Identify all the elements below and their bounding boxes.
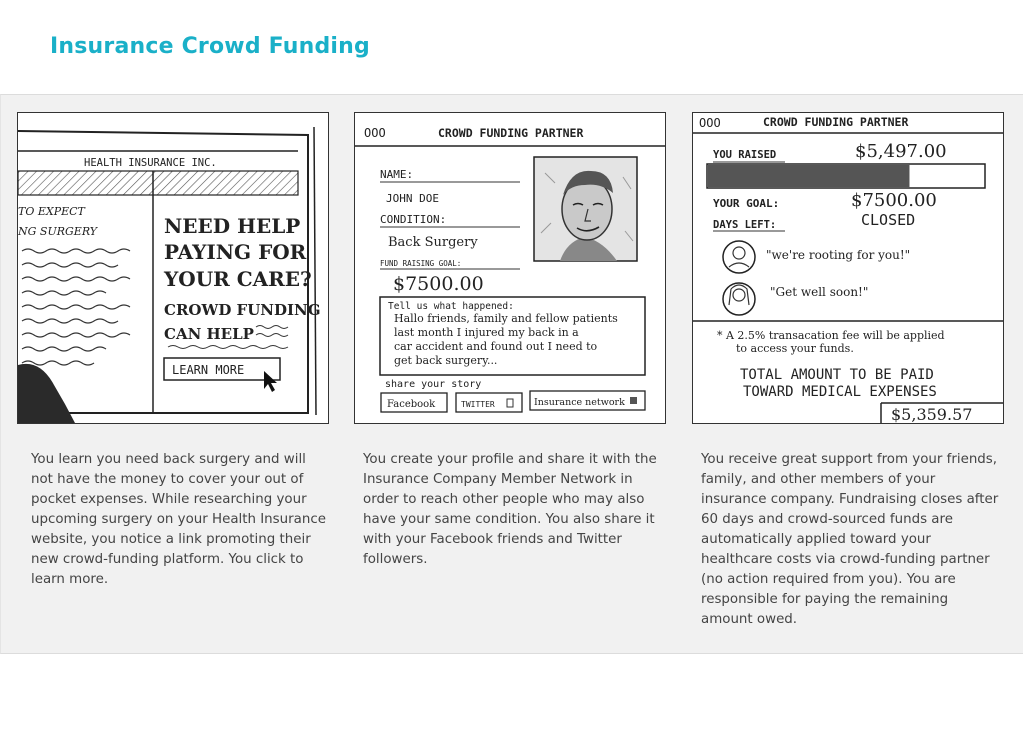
storyboard-panel-1 bbox=[17, 112, 329, 424]
twitter-share-label: TWITTER bbox=[461, 400, 495, 409]
story-line: last month I injured my back in a bbox=[394, 326, 579, 339]
raised-label: YOU RAISED bbox=[713, 149, 777, 161]
window-controls: OOO bbox=[699, 116, 721, 130]
insurance-network-share-button[interactable] bbox=[530, 391, 645, 410]
insurance-network-share-label: Insurance network bbox=[534, 397, 625, 408]
storyboard-panel-2 bbox=[354, 112, 666, 424]
share-label: share your story bbox=[385, 379, 482, 390]
total-heading: TOWARD MEDICAL EXPENSES bbox=[743, 384, 937, 400]
article-text-line: NG SURGERY bbox=[18, 225, 98, 238]
goal-value: $7500.00 bbox=[393, 273, 484, 295]
condition-value: Back Surgery bbox=[388, 235, 478, 250]
total-heading: TOTAL AMOUNT TO BE PAID bbox=[740, 367, 934, 383]
fee-note: * A 2.5% transacation fee will be applied bbox=[717, 329, 945, 342]
ad-headline: PAYING FOR bbox=[164, 240, 307, 264]
learn-more-label: LEARN MORE bbox=[172, 363, 245, 377]
story-line: Hallo friends, family and fellow patients bbox=[394, 312, 618, 325]
story-line: get back surgery... bbox=[394, 354, 498, 367]
story-label: Tell us what happened: bbox=[388, 301, 514, 312]
goal-value: $7500.00 bbox=[851, 190, 937, 211]
ad-headline: YOUR CARE? bbox=[164, 267, 312, 291]
goal-label: FUND RAISING GOAL: bbox=[380, 259, 462, 268]
learn-more-button[interactable] bbox=[164, 358, 280, 380]
article-scribble-lines bbox=[22, 249, 130, 365]
facebook-share-button[interactable] bbox=[381, 393, 447, 412]
fee-note: to access your funds. bbox=[736, 342, 854, 355]
progress-fill bbox=[708, 165, 909, 187]
profile-photo bbox=[534, 157, 637, 261]
goal-label: YOUR GOAL: bbox=[713, 197, 780, 210]
days-left-value: CLOSED bbox=[861, 211, 916, 229]
ad-subheadline: CROWD FUNDING bbox=[164, 301, 321, 319]
facebook-share-label: Facebook bbox=[387, 399, 436, 410]
twitter-share-button[interactable] bbox=[456, 393, 522, 412]
person-silhouette bbox=[18, 364, 76, 424]
raised-value: $5,497.00 bbox=[855, 141, 947, 162]
ad-headline: NEED HELP bbox=[164, 214, 301, 238]
network-icon bbox=[630, 397, 637, 404]
story-line: car accident and found out I need to bbox=[394, 340, 598, 353]
condition-label: CONDITION: bbox=[380, 213, 447, 226]
ad-subheadline: CAN HELP bbox=[164, 325, 254, 343]
commenter-avatar bbox=[723, 241, 755, 273]
name-label: NAME: bbox=[380, 168, 414, 181]
partner-header: CROWD FUNDING PARTNER bbox=[438, 126, 584, 140]
article-text-line: TO EXPECT bbox=[18, 205, 85, 218]
partner-header: CROWD FUNDING PARTNER bbox=[763, 115, 909, 129]
total-value: $5,359.57 bbox=[891, 405, 973, 424]
comment-text: "we're rooting for you!" bbox=[766, 248, 911, 262]
caption-panel-3: You receive great support from your friends, family, and other members of your insurance company. Fundraising closes after 60 days and crowd-sourced funds are automatically applied toward your healthcare costs via crowd-funding partner (no action required from you). You are responsible for paying the remaining amount owed. bbox=[701, 452, 999, 627]
name-value: JOHN DOE bbox=[386, 192, 439, 205]
site-nav-bar bbox=[18, 171, 298, 195]
caption-panel-2: You create your profile and share it with the Insurance Company Member Network in order to reach other people who may also have your same condition. You also share it with your Facebook friends and Twitter followers. bbox=[363, 452, 657, 567]
storyboard-panel-3 bbox=[692, 112, 1004, 424]
caption-panel-1: You learn you need back surgery and will not have the money to cover your out of pocket expenses. While researching your upcoming surgery on your Health Insurance website, you notice a link promoting their new crowd-funding platform. You click to learn more. bbox=[31, 452, 326, 587]
window-controls: OOO bbox=[364, 126, 386, 140]
page-title: Insurance Crowd Funding bbox=[50, 34, 370, 59]
funding-progress-bar bbox=[707, 164, 985, 188]
days-left-label: DAYS LEFT: bbox=[713, 219, 777, 231]
comment-text: "Get well soon!" bbox=[770, 285, 869, 299]
commenter-avatar bbox=[723, 283, 755, 315]
site-header: HEALTH INSURANCE INC. bbox=[84, 157, 217, 169]
